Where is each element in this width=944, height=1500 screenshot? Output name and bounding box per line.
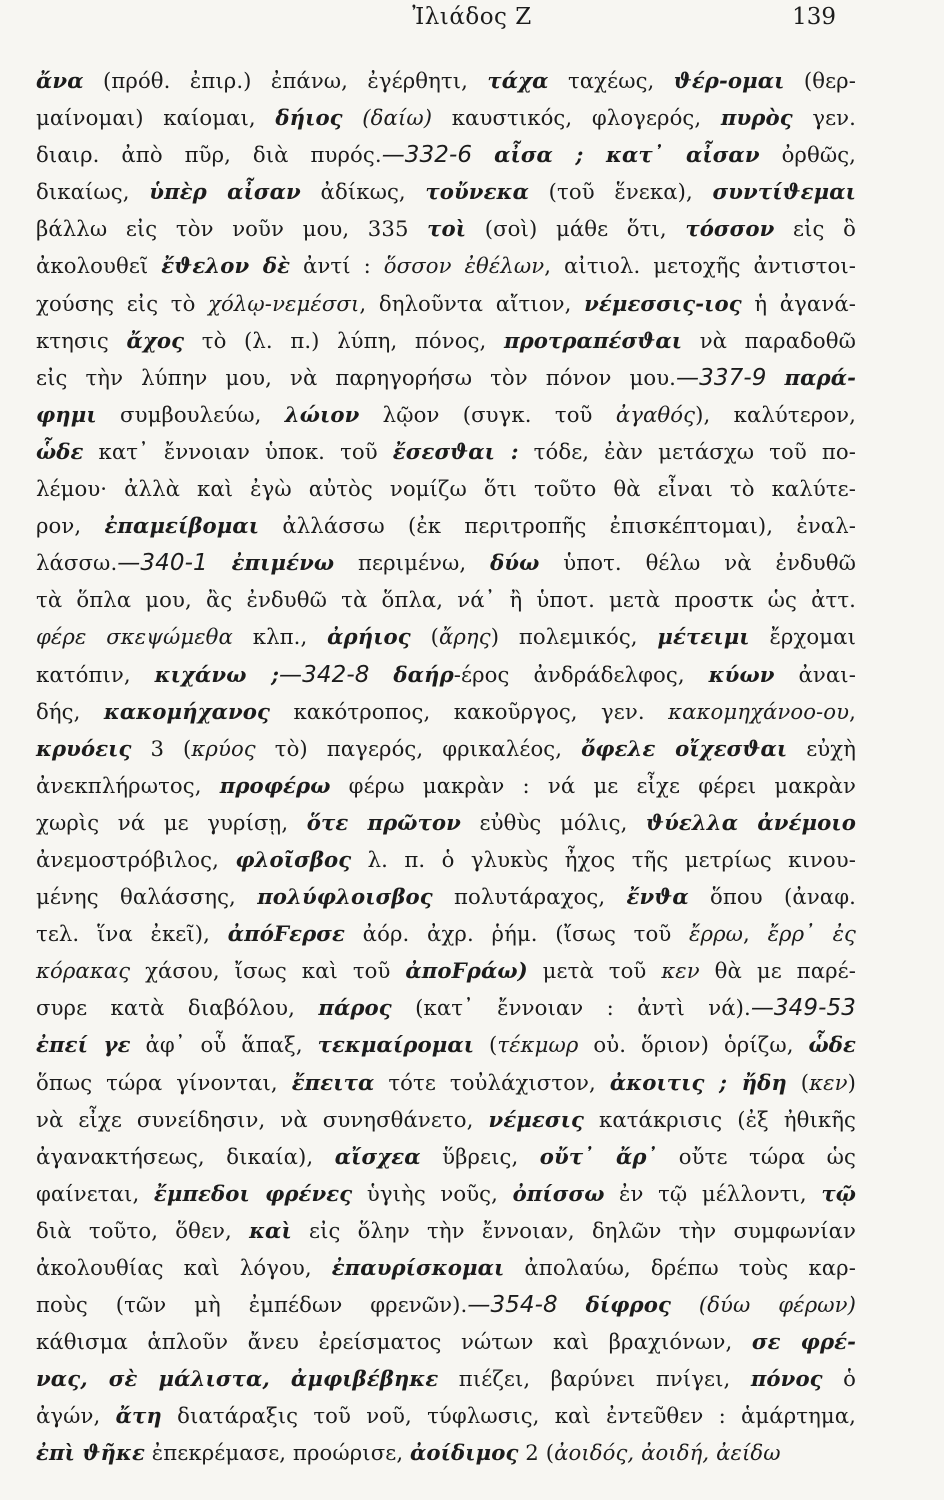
gloss-text [369, 662, 393, 687]
gloss-text: νὰ παραδοθῶ [682, 327, 856, 353]
text-line [36, 1286, 856, 1323]
gloss-text: ), καλύτερον, [695, 401, 856, 427]
gloss-text: ) [847, 1069, 857, 1095]
lemma: ἄνα [36, 68, 84, 93]
gloss-text: εἰς ὃ [774, 216, 856, 242]
lemma: τόσσον [685, 216, 775, 242]
gloss-text: λῷον (συγκ. τοῦ [359, 401, 616, 427]
gloss-text: ἀδίκως, [300, 179, 426, 205]
gloss-text: πιέζει, βαρύνει πνίγει, [438, 1366, 751, 1392]
gloss-text: διὰ τοῦτο, ὅθεν, [36, 1217, 250, 1243]
lemma: αἴσχεα [334, 1143, 421, 1169]
gloss-text: λέμου· ἀλλὰ καὶ ἐγὼ αὐτὸς νομίζω ὅτι τοῦτο θὰ εἶναι τὸ καλύτε- [36, 476, 856, 502]
gloss-text: , [743, 921, 768, 947]
page-header [0, 4, 944, 34]
lemma: πόνος [750, 1366, 823, 1392]
text-line [36, 618, 856, 655]
text-line [36, 1175, 856, 1212]
text-line [36, 247, 856, 284]
lemma: ϑύελλα ἀνέμοιο [645, 809, 856, 835]
gloss-text: ἀκολουθεῖ [36, 253, 162, 279]
text-line [36, 767, 856, 804]
verse-reference: —332-6 [381, 142, 473, 169]
text-line [36, 396, 856, 433]
lemma: καὶ [249, 1217, 292, 1243]
gloss-text: κλπ., [232, 624, 328, 650]
lemma: ἔπειτα [291, 1069, 375, 1095]
text-line [36, 804, 856, 841]
gloss-text: μένης θαλάσσης, [36, 884, 258, 910]
gloss-text: δικαίως, [36, 179, 150, 205]
lemma: κακομήχανος [103, 698, 271, 724]
lemma: πολύφλοισβος [257, 884, 433, 910]
lemma: ἀοίδιμος [410, 1440, 519, 1466]
gloss-text: τὰ ὅπλα μου, ἂς ἐνδυθῶ τὰ ὅπλα, νά᾽ ἢ ὑποτ. μετὰ προστκ ὡς ἀττ. [36, 587, 856, 613]
lemma: ἀρήιος [327, 624, 411, 650]
lemma: ὧδε [36, 438, 84, 464]
gloss-text: 2 ( [518, 1440, 555, 1466]
italic-text: φέρε σκεψώμεθα [36, 624, 233, 650]
text-line [36, 1249, 856, 1286]
gloss-text: κατ᾽ ἔννοιαν ὑποκ. τοῦ [83, 438, 393, 464]
lemma: δαήρ [393, 661, 454, 687]
italic-text: κόρακας [36, 958, 131, 984]
gloss-text: ἀντί : [290, 253, 384, 279]
lemma: δήιος [275, 105, 343, 131]
lemma: ἐπὶ ϑῆκε [36, 1440, 145, 1466]
text-line [36, 656, 856, 693]
gloss-text: , αἰτιολ. μετοχῆς ἀντιστοι- [544, 253, 857, 279]
text-line [36, 989, 856, 1026]
lemma: τάχα [487, 68, 549, 93]
text-line [36, 1397, 856, 1434]
italic-text: ὅσσον ἐθέλων [383, 253, 545, 279]
lemma: ϑέρ-ομαι [673, 68, 785, 93]
text-line [36, 1026, 856, 1063]
text-line [36, 210, 856, 247]
gloss-text: γεν. [792, 105, 856, 131]
lemma: νας, σὲ μάλιστα, ἀμφιβέβηκε [36, 1366, 439, 1392]
text-line [36, 693, 856, 730]
lemma: ὀπίσσω [512, 1180, 605, 1206]
gloss-text: ἀναι- [774, 661, 856, 687]
italic-text: ἔρρ᾽ ἐς [767, 921, 857, 947]
gloss-text: λ. π. ὁ γλυκὺς ἦχος τῆς μετρίως κινου- [351, 846, 856, 872]
lemma: ἐπαυρίσκομαι [331, 1255, 505, 1280]
gloss-text: εὐχὴ [787, 735, 856, 761]
lemma: πυρὸς [720, 105, 793, 131]
gloss-text: κακότροπος, κακοῦργος, γεν. [270, 698, 669, 724]
lemma: νέμεσσις-ιος [584, 290, 742, 316]
italic-text: ἀγαθός [615, 401, 696, 427]
text-line [36, 952, 856, 989]
lemma: δίφρος [585, 1292, 671, 1318]
lemma: ἀποϜράω) [405, 958, 528, 984]
italic-text: (δύω φέρων) [670, 1292, 856, 1318]
text-line [36, 1360, 856, 1397]
gloss-text: χάσου, ἴσως καὶ τοῦ [130, 958, 406, 984]
gloss-text: ποὺς (τῶν μὴ ἐμπέδων φρενῶν). [36, 1292, 468, 1318]
gloss-text: χωρὶς νά με γυρίσῃ, [36, 809, 307, 835]
lemma: ἐπιμένω [231, 550, 335, 576]
gloss-text: κτησις [36, 327, 127, 353]
gloss-text: οὐ. ὅριον) ὁρίζω, [578, 1032, 809, 1058]
lemma: ἄχος [126, 327, 185, 353]
italic-text: κεν [661, 958, 700, 984]
lemma: συντίϑεμαι [712, 179, 856, 205]
lemma: ἄτη [115, 1403, 162, 1429]
lemma: ἀπόϜερσε [227, 921, 345, 947]
verse-reference: —342-8 [279, 661, 370, 688]
lemma: κιχάνω ; [154, 661, 280, 687]
text-line [36, 915, 856, 952]
running-title: Ἰλιάδος Ζ [412, 4, 532, 30]
gloss-text: διαιρ. ἀπὸ πῦρ, διὰ πυρός. [36, 142, 382, 168]
verse-reference: —349-53 [750, 995, 856, 1022]
lemma: νέμεσις [488, 1106, 584, 1132]
italic-text: ἄρης [438, 624, 491, 650]
italic-text: τέκμωρ [497, 1032, 579, 1058]
italic-text: (δαίω) [342, 105, 433, 131]
text-line [36, 730, 856, 767]
text-line [36, 136, 856, 173]
text-line [36, 359, 856, 396]
italic-text: κεν [809, 1069, 848, 1095]
gloss-text: (κατ᾽ ἔννοιαν : ἀντὶ νά). [391, 995, 751, 1021]
gloss-text: ρον, [36, 513, 105, 539]
gloss-text: 3 ( [131, 735, 192, 761]
lemma: ἐπαμείβομαι [104, 513, 260, 539]
gloss-text: χούσης εἰς τὸ [36, 290, 209, 316]
gloss-text: ὅπως τώρα γίνονται, [36, 1069, 292, 1095]
gloss-text: δής, [36, 698, 104, 724]
gloss-text: λάσσω. [36, 550, 118, 576]
lemma: ὑπὲρ αἶσαν [149, 179, 301, 205]
lemma: κύων [708, 661, 775, 687]
text-line [36, 470, 856, 507]
gloss-text: ἀπολαύω, δρέπω τοὺς καρ- [504, 1255, 856, 1280]
verse-reference: —354-8 [467, 1292, 558, 1319]
gloss-text: ἀλλάσσω (ἐκ περιτροπῆς ἐπισκέπτομαι), ἐναλ- [259, 513, 856, 539]
italic-text: ἀοιδός, ἀοιδή, ἀείδω [554, 1440, 781, 1466]
gloss-text: ( [786, 1069, 810, 1095]
gloss-text: , δηλοῦντα αἴτιον, [359, 290, 585, 316]
gloss-text: ὑγιὴς νοῦς, [352, 1180, 513, 1206]
text-line [36, 581, 856, 618]
gloss-text: εὐθὺς μόλις, [460, 809, 646, 835]
lemma: ἔμπεδοι φρένες [153, 1180, 353, 1206]
lemma: πάρος [318, 995, 392, 1021]
gloss-text: ἀφ᾽ οὗ ἅπαξ, [130, 1032, 318, 1058]
gloss-text: , [849, 698, 856, 724]
gloss-text: πολυτάραχος, [432, 884, 627, 910]
gloss-text: ἀνεμοστρόβιλος, [36, 846, 236, 872]
gloss-text: διατάραξις τοῦ νοῦ, τύφλωσις, καὶ ἐντεῦθεν : ἁμάρτημα, [161, 1403, 856, 1429]
text-line [36, 99, 856, 136]
gloss-text: ( [410, 624, 439, 650]
text-line [36, 1064, 856, 1101]
gloss-text: τὸ) παγερός, φρικαλέος, [255, 735, 582, 761]
italic-text: ἔρρω [689, 921, 744, 947]
gloss-text: νὰ εἶχε συνείδησιν, νὰ συνησθάνετο, [36, 1106, 489, 1132]
text-line [36, 322, 856, 359]
verse-reference: —340-1 [117, 550, 208, 577]
lemma: προφέρω [219, 772, 331, 798]
gloss-text: περιμένω, [334, 550, 491, 576]
text-line [36, 1434, 856, 1471]
text-line [36, 285, 856, 322]
lemma: τοὶ [427, 216, 467, 242]
text-line [36, 173, 856, 210]
lemma: δύω [490, 550, 540, 576]
gloss-text: φέρω μακρὰν : νά με εἶχε φέρει μακρὰν [330, 772, 856, 798]
italic-text: χόλῳ-νεμέσσι [208, 290, 360, 316]
gloss-text: ὑποτ. θέλω νὰ ἐνδυθῶ [539, 550, 856, 576]
lemma: σε φρέ- [751, 1329, 857, 1355]
gloss-text: (πρόθ. ἐπιρ.) ἐπάνω, ἐγέρθητι, [83, 68, 488, 93]
text-line [36, 1101, 856, 1138]
gloss-text: μετὰ τοῦ [527, 958, 662, 984]
lemma: φλοῖσβος [235, 846, 352, 872]
gloss-text: ἀνεκπλήρωτος, [36, 772, 220, 798]
gloss-text [208, 550, 232, 575]
page-number: 139 [792, 4, 836, 30]
gloss-text: (τοῦ ἕνεκα), [528, 179, 713, 205]
lemma: ὅτε πρῶτον [306, 809, 461, 835]
gloss-text [472, 142, 494, 167]
gloss-text: εἰς τὴν λύπην μου, νὰ παρηγορήσω τὸν πόνον μου. [36, 364, 677, 390]
gloss-text: ) πολεμικός, [490, 624, 658, 650]
text-line [36, 544, 856, 581]
lemma: τοὔνεκα [425, 179, 529, 205]
italic-text: κακομηχάνοο-ου [668, 698, 850, 724]
lemma: φημι [36, 401, 97, 427]
text-line [36, 507, 856, 544]
text-line [36, 878, 856, 915]
gloss-text: ἀγών, [36, 1403, 116, 1429]
gloss-text: βάλλω εἰς τὸν νοῦν μου, 335 [36, 216, 428, 242]
gloss-text: ἀγανακτήσεως, δικαία), [36, 1143, 335, 1169]
lemma: παρά- [784, 364, 857, 390]
lemma: ἔσεσϑαι : [392, 438, 519, 464]
gloss-text: ἡ ἀγανά- [741, 290, 856, 316]
gloss-text: θὰ με παρέ- [699, 958, 856, 984]
text-line [36, 1138, 856, 1175]
gloss-text: τὸ (λ. π.) λύπη, πόνος, [184, 327, 504, 353]
lemma: μέτειμι [657, 624, 750, 650]
gloss-text: ὀρθῶς, [759, 142, 857, 168]
gloss-text: μαίνομαι) καίομαι, [36, 105, 276, 131]
commentary-text [36, 62, 856, 1472]
lemma: ἀκοιτις ; ἤδη [609, 1069, 787, 1095]
lemma: λώιον [284, 401, 360, 427]
gloss-text: (σοὶ) μάθε ὅτι, [466, 216, 686, 242]
lemma: ἔϑελον δὲ [161, 253, 291, 279]
gloss-text: κατάκρισις (ἐξ ἠθικῆς [583, 1106, 856, 1132]
gloss-text: ὁ [822, 1366, 856, 1392]
gloss-text: τόδε, ἐὰν μετάσχω τοῦ πο- [518, 438, 857, 464]
text-line [36, 841, 856, 878]
gloss-text: καυστικός, φλογερός, [432, 105, 721, 131]
verse-reference: —337-9 [676, 364, 767, 391]
text-line [36, 62, 856, 99]
gloss-text: ἐν τῷ μέλλοντι, [604, 1180, 822, 1206]
gloss-text: ἔρχομαι [749, 624, 856, 650]
gloss-text: ἐπεκρέμασε, προώρισε, [144, 1440, 411, 1466]
lemma: ἐπεί γε [36, 1032, 131, 1058]
text-line [36, 1212, 856, 1249]
gloss-text: κατόπιν, [36, 661, 155, 687]
text-line [36, 433, 856, 470]
gloss-text: τότε τοὐλάχιστον, [374, 1069, 610, 1095]
lemma: ἔνϑα [626, 884, 689, 910]
lemma: προτραπέσϑαι [503, 327, 683, 353]
gloss-text: ὕβρεις, [420, 1143, 540, 1169]
gloss-text: κάθισμα ἁπλοῦν ἄνευ ἐρείσματος νώτων καὶ βραχιόνων, [36, 1329, 752, 1355]
text-line [36, 1323, 856, 1360]
gloss-text: ἀόρ. ἀχρ. ῥήμ. (ἴσως τοῦ [344, 921, 690, 947]
gloss-text [558, 1292, 586, 1317]
lemma: κρυόεις [36, 735, 132, 761]
gloss-text: συμβουλεύω, [96, 401, 285, 427]
lemma: οὔτ᾽ ἄρ᾽ [539, 1143, 658, 1169]
gloss-text: τελ. ἵνα ἐκεῖ), [36, 921, 228, 947]
gloss-text: εἰς ὅλην τὴν ἔννοιαν, δηλῶν τὴν συμφωνίαν [291, 1217, 856, 1243]
italic-text: κρύος [191, 735, 256, 761]
lemma: ὧδε [808, 1032, 856, 1058]
gloss-text: ὅπου (ἀναφ. [688, 884, 856, 910]
lemma: αἶσα ; κατ᾽ αἶσαν [494, 142, 760, 168]
gloss-text: ταχέως, [548, 68, 674, 93]
gloss-text: -έρος ἀνδράδελφος, [453, 661, 709, 687]
gloss-text: οὔτε τώρα ὡς [657, 1143, 856, 1169]
gloss-text [766, 365, 784, 390]
gloss-text: (θερ- [784, 68, 856, 93]
gloss-text: ( [474, 1032, 498, 1058]
lemma: ὄφελε οἴχεσϑαι [581, 735, 788, 761]
lemma: τῷ [821, 1180, 856, 1206]
gloss-text: φαίνεται, [36, 1180, 154, 1206]
gloss-text: ἀκολουθίας καὶ λόγου, [36, 1255, 332, 1280]
lemma: τεκμαίρομαι [317, 1032, 475, 1058]
gloss-text: συρε κατὰ διαβόλου, [36, 995, 319, 1021]
